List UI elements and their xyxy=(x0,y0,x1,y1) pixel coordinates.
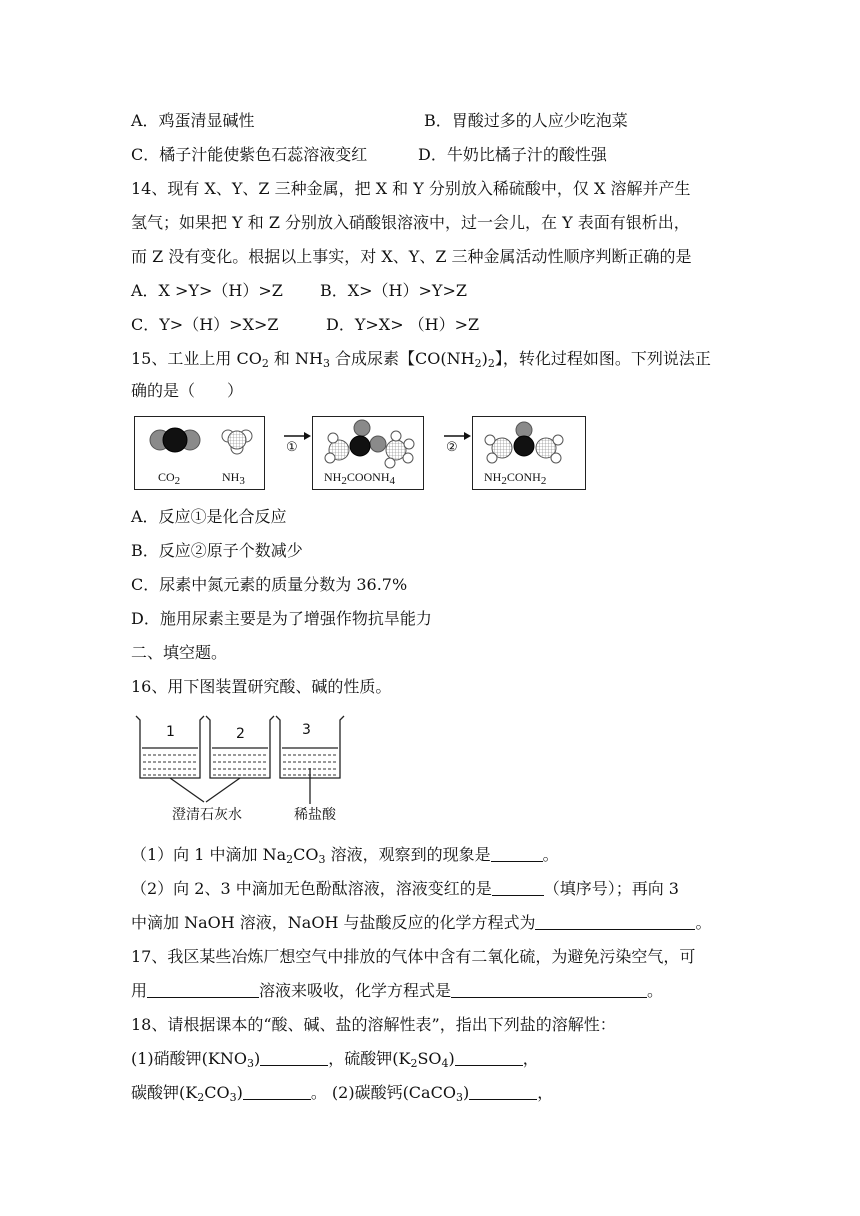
q15-option-a: A．反应①是化合反应 xyxy=(131,507,287,526)
q14-option-a: A．X >Y>（H）>Z xyxy=(131,281,283,300)
urea-molecule-icon xyxy=(485,422,563,463)
hydrochloric-acid-label: 稀盐酸 xyxy=(294,807,336,823)
q17-line-2: 用 溶液来吸收，化学方程式是 。 xyxy=(131,981,664,1000)
beaker-3-label: 3 xyxy=(302,722,311,738)
step-2-label: ② xyxy=(446,440,458,455)
q14-line-1: 14、现有 X、Y、Z 三种金属，把 X 和 Y 分别放入稀硫酸中，仅 X 溶解并产生 xyxy=(131,179,691,198)
answer-blank[interactable] xyxy=(455,1051,523,1066)
answer-blank[interactable] xyxy=(492,881,544,896)
q14-option-b: B．X>（H）>Y>Z xyxy=(320,281,468,300)
nh3-molecule-icon xyxy=(222,430,252,454)
limewater-label: 澄清石灰水 xyxy=(172,807,242,823)
answer-blank[interactable] xyxy=(469,1085,537,1100)
q18-line-3: 碳酸钾$(K_2CO_3)$ 。 (2)碳酸钙(CaCO$_3$) ， xyxy=(131,1083,554,1104)
q13-option-a: A．鸡蛋清显碱性 xyxy=(131,111,255,130)
q17-line-1: 17、我区某些冶炼厂想空气中排放的气体中含有二氧化硫，为避免污染空气，可 xyxy=(131,947,696,966)
answer-blank[interactable] xyxy=(147,983,259,998)
q14-option-d: D．Y>X> （H）>Z xyxy=(326,315,480,334)
q13-option-b: B．胃酸过多的人应少吃泡菜 xyxy=(424,111,628,130)
arrow-icon xyxy=(284,432,311,440)
q14-line-3: 而 Z 没有变化。根据以上事实，对 X、Y、Z 三种金属活动性顺序判断正确的是 xyxy=(131,247,692,266)
q14-line-2: 氢气；如果把 Y 和 Z 分别放入硝酸银溶液中，过一会儿，在 Y 表面有银析出， xyxy=(131,213,690,232)
section-heading: 二、填空题。 xyxy=(131,643,228,662)
nh3-label: NH3 xyxy=(222,470,245,487)
arrow-icon xyxy=(444,432,471,440)
q18-line-2: (1)硝酸钾$(KNO_3)$ ，硫酸钾$(K_2SO_4)$ ， xyxy=(131,1049,539,1070)
beaker-2-label: 2 xyxy=(236,726,245,742)
nh2coonh4-label: NH2COONH4 xyxy=(324,470,396,487)
q15-line-2: 确的是（ ） xyxy=(131,381,244,400)
q16-part-2: （2）向 2、3 中滴加无色酚酞溶液，溶液变红的是 （填序号）；再向 3 xyxy=(131,879,679,898)
answer-blank[interactable] xyxy=(535,915,695,930)
q14-option-c: C．Y>（H）>X>Z xyxy=(131,315,279,334)
q13-option-d: D．牛奶比橘子汁的酸性强 xyxy=(418,145,607,164)
q13-option-c: C．橘子汁能使紫色石蕊溶液变红 xyxy=(131,145,368,164)
answer-blank[interactable] xyxy=(491,847,543,862)
answer-blank[interactable] xyxy=(451,983,647,998)
answer-blank[interactable] xyxy=(260,1051,328,1066)
beakers-figure xyxy=(134,712,364,826)
q18-line-1: 18、请根据课本的“酸、碱、盐的溶解性表”，指出下列盐的溶解性： xyxy=(131,1015,616,1034)
co2-label: CO2 xyxy=(158,470,181,487)
q15-line-1: 15、工业上用 $CO_2$ 和 $NH_3$ 合成尿素【$CO(NH_2)_2$】，转化过程如图。下列说法正 xyxy=(131,349,711,370)
nh2coonh4-molecule-icon xyxy=(325,420,414,468)
step-1-label: ① xyxy=(286,440,298,455)
nh2conh2-label: NH2CONH2 xyxy=(484,470,547,487)
co2-molecule-icon xyxy=(150,428,200,452)
urea-synthesis-figure xyxy=(134,416,586,492)
q16-part-1: （1）向 1 中滴加 $Na_2CO_3$ 溶液，观察到的现象是 。 xyxy=(131,845,559,866)
q15-option-c: C．尿素中氮元素的质量分数为 36.7% xyxy=(131,575,408,594)
answer-blank[interactable] xyxy=(243,1085,311,1100)
q15-option-b: B．反应②原子个数减少 xyxy=(131,541,303,560)
q16-line-1: 16、用下图装置研究酸、碱的性质。 xyxy=(131,677,392,696)
q16-part-3: 中滴加 NaOH 溶液，NaOH 与盐酸反应的化学方程式为 。 xyxy=(131,913,712,932)
beaker-1-label: 1 xyxy=(166,724,175,740)
q15-option-d: D．施用尿素主要是为了增强作物抗旱能力 xyxy=(131,609,432,628)
